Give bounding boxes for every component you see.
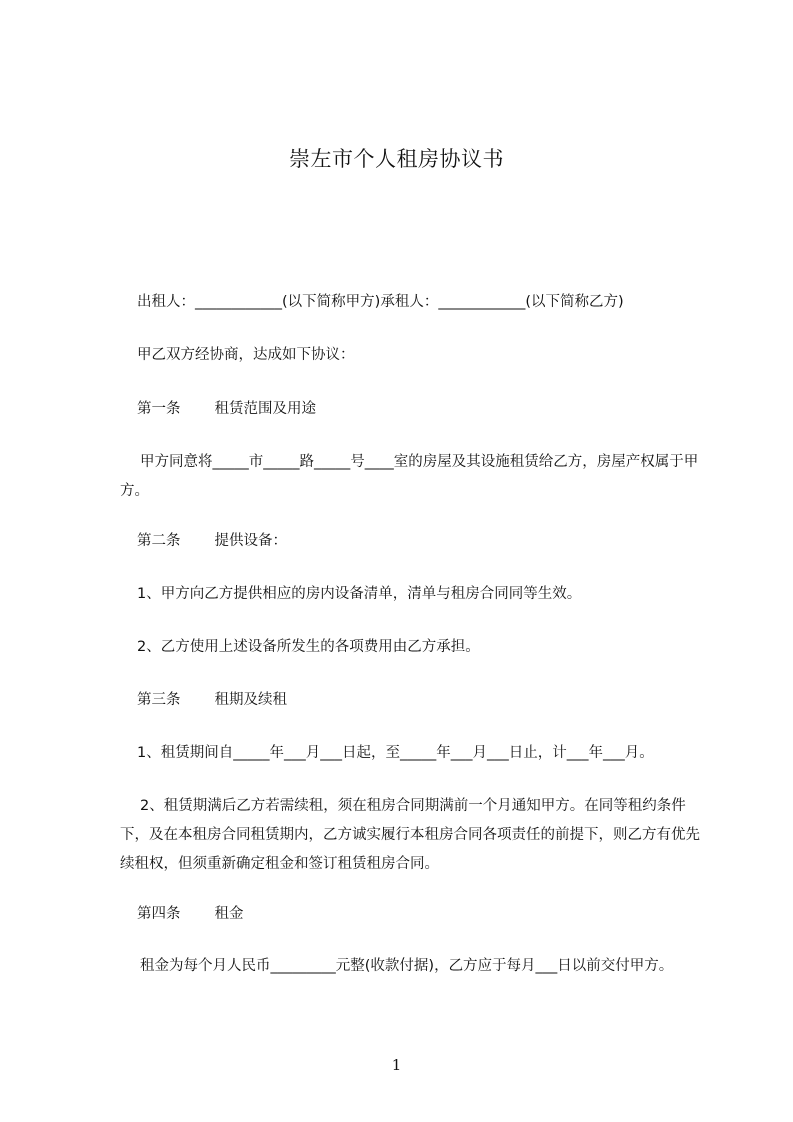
article-3-heading [137, 690, 287, 710]
article-3-number: 第三条 [137, 692, 181, 708]
article-2-item-1: 1、甲方向乙方提供相应的房内设备清单，清单与租房合同同等生效。 [137, 586, 582, 602]
article-1-paragraph: 甲方同意将_____市_____路_____号____室的房屋及其设施租赁给乙方，房屋产权属于甲方。 [120, 454, 699, 499]
article-4-number: 第四条 [137, 906, 181, 922]
article-1-title: 租赁范围及用途 [214, 401, 316, 417]
article-2-heading [137, 531, 287, 551]
document-title: 崇左市个人租房协议书 [289, 147, 504, 171]
parties-line: 出租人：____________(以下简称甲方)承租人：____________(以下简称乙方) [137, 294, 624, 310]
article-2-title: 提供设备： [214, 533, 287, 549]
article-3-title: 租期及续租 [214, 692, 287, 708]
page-number: 1 [391, 1056, 402, 1074]
intro-line: 甲乙双方经协商，达成如下协议： [137, 347, 355, 363]
article-1-number: 第一条 [137, 401, 181, 417]
article-2-number: 第二条 [137, 533, 181, 549]
article-4-title: 租金 [214, 906, 244, 922]
article-4-paragraph: 租金为每个月人民币_________元整(收款付据)，乙方应于每月___日以前交付甲方。 [140, 958, 674, 974]
article-2-item-2: 2、乙方使用上述设备所发生的各项费用由乙方承担。 [137, 639, 480, 655]
article-1-heading [137, 399, 316, 419]
article-3-item-1: 1、租赁期间自_____年___月___日起，至_____年___月___日止，计___年___月。 [137, 745, 654, 761]
article-3-item-2: 2、租赁期满后乙方若需续租，须在租房合同期满前一个月通知甲方。在同等租约条件下，及在本租房合同租赁期内，乙方诚实履行本租房合同各项责任的前提下，则乙方有优先续租权，但须重新确定租金和签订租赁租房合同。 [120, 798, 700, 872]
article-4-heading [137, 904, 244, 924]
